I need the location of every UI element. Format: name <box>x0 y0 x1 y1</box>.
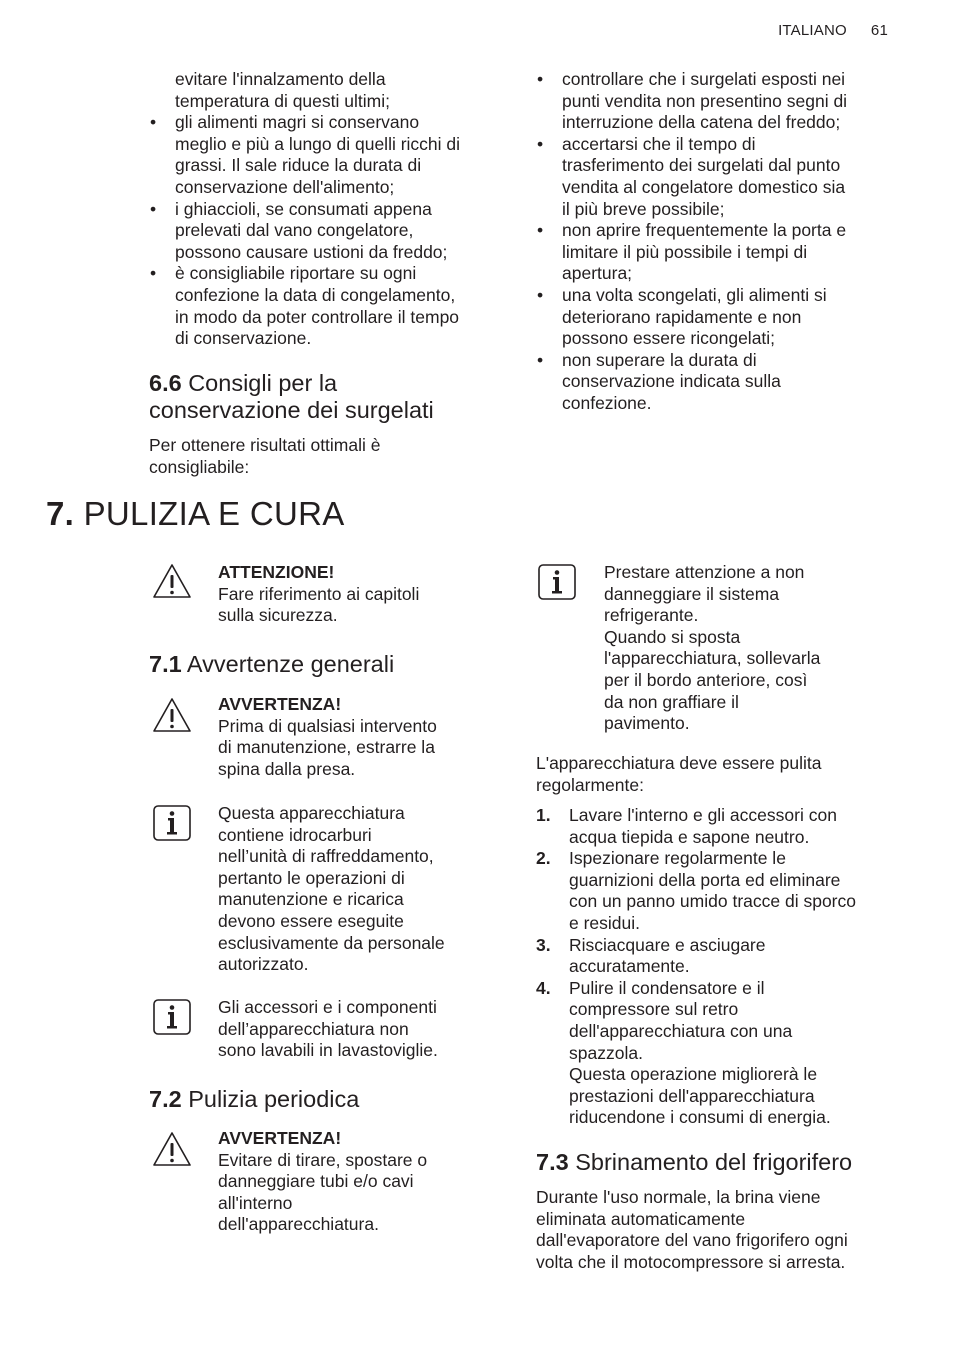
section-number: 7.1 <box>149 651 182 677</box>
list-item: • gli alimenti magri si conservano meglio e più a lungo di quelli ricchi di grassi. Il sale riduce la durata di conservazione dell'alimento; <box>149 112 509 198</box>
warning-triangle-icon <box>152 697 192 738</box>
info-icon <box>153 805 191 846</box>
list-item: • accertarsi che il tempo di trasferimento dei surgelati dal punto vendita al congelatore domestico sia il più breve possibile; <box>536 134 906 220</box>
list-item: 2. Ispezionare regolarmente le guarnizioni della porta ed eliminare con un panno umido tracce di sporco e residui. <box>536 848 856 933</box>
section-7-1-heading: 7.1 Avvertenze generali <box>149 651 395 677</box>
cleaning-steps <box>536 805 906 1129</box>
info-dishwasher: Gli accessori e i componenti dell’apparecchiatura non sono lavabili in lavastoviglie. <box>218 997 438 1061</box>
list-item: 3. Risciacquare e asciugare accuratamente. <box>536 934 766 977</box>
list-item: • non aprire frequentemente la porta e limitare il più possibile i tempi di apertura; <box>536 220 906 285</box>
section-number: 7.2 <box>149 1086 182 1112</box>
right-top-text <box>536 69 906 415</box>
list-item: • controllare che i surgelati esposti nei punti vendita non presentino segni di interruzione della catena del freddo; <box>536 69 906 134</box>
info-icon <box>153 999 191 1040</box>
list-item-continuation: evitare l'innalzamento della temperatura di questi ultimi; <box>175 69 390 111</box>
page-header <box>778 22 888 39</box>
list-item: 1. Lavare l'interno e gli accessori con acqua tiepida e sapone neutro. <box>536 805 837 847</box>
info-icon <box>538 564 576 605</box>
list-item: • una volta scongelati, gli alimenti si deteriorano rapidamente e non possono essere ricongelati; <box>536 285 906 350</box>
section-number: 7.3 <box>536 1149 569 1175</box>
section-number: 6.6 <box>149 370 182 396</box>
warning-attention: ATTENZIONE! Fare riferimento ai capitoli sulla sicurezza. <box>218 562 420 626</box>
left-top-text <box>149 69 509 350</box>
page-number: 61 <box>870 22 888 39</box>
chapter-number: 7. <box>46 495 75 532</box>
warning-title: ATTENZIONE! <box>218 562 335 582</box>
chapter-title: PULIZIA E CURA <box>83 495 345 532</box>
warning-title: AVVERTENZA! <box>218 694 342 714</box>
header-language: ITALIANO <box>778 22 847 39</box>
cleaning-intro: L'apparecchiatura deve essere pulita regolarmente: <box>536 753 822 795</box>
section-7-3-heading: 7.3 Sbrinamento del frigorifero <box>536 1149 853 1175</box>
section-6-6-intro: Per ottenere risultati ottimali è consigliabile: <box>149 435 381 477</box>
list-item: • i ghiaccioli, se consumati appena prelevati dal vano congelatore, possono causare ustioni da freddo; <box>149 199 509 264</box>
info-hydrocarbons: Questa apparecchiatura contiene idrocarburi nell’unità di raffreddamento, pertanto le operazioni di manutenzione e ricarica devono essere eseguite esclusivamente da personale autorizzato. <box>218 803 445 975</box>
section-7-3-text: Durante l'uso normale, la brina viene eliminata automaticamente dall'evaporatore del vano frigorifero ogni volta che il motocompressore si arresta. <box>536 1187 848 1272</box>
section-7-2-heading: 7.2 Pulizia periodica <box>149 1086 360 1112</box>
warning-triangle-icon <box>152 1131 192 1172</box>
list-item: • è consigliabile riportare su ogni confezione la data di congelamento, in modo da poter controllare il tempo di conservazione. <box>149 263 509 349</box>
warning-triangle-icon <box>152 563 192 604</box>
warning-periodic: AVVERTENZA! Evitare di tirare, spostare o danneggiare tubi e/o cavi all'interno dell'apparecchiatura. <box>218 1128 428 1235</box>
section-6-6-heading: 6.6 Consigli per la conservazione dei surgelati <box>149 370 434 423</box>
chapter-heading <box>46 496 345 532</box>
warning-title: AVVERTENZA! <box>218 1128 342 1148</box>
info-refrigerant: Prestare attenzione a non danneggiare il sistema refrigerante. Quando si sposta l'apparecchiatura, sollevarla per il bordo anteriore, così da non graffiare il pavimento. <box>604 562 821 734</box>
list-item: 4. Pulire il condensatore e il compressore sul retro dell'apparecchiatura con una spazzola. Questa operazione migliorerà le prestazioni dell'apparecchiatura riducendone i consumi di energia. <box>536 977 831 1128</box>
warning-general: AVVERTENZA! Prima di qualsiasi intervento di manutenzione, estrarre la spina dalla presa. <box>218 694 437 779</box>
list-item: • non superare la durata di conservazione indicata sulla confezione. <box>536 350 906 415</box>
